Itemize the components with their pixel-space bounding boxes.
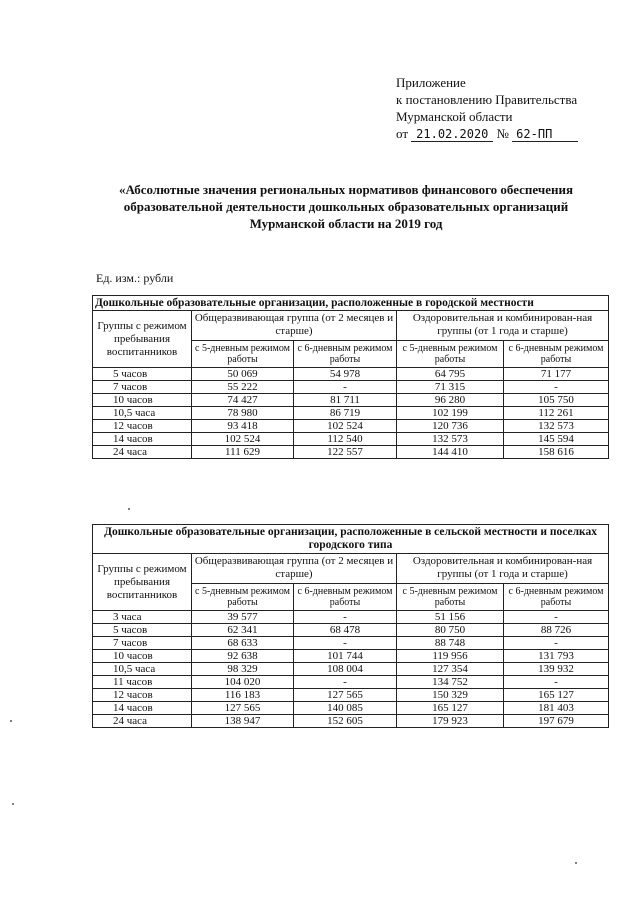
value-cell: 71 315 (397, 381, 504, 394)
row-mode-cell: 12 часов (93, 420, 192, 433)
value-cell: 98 329 (192, 663, 294, 676)
rural-norms-table (92, 524, 609, 728)
appendix-line-3: Мурманской области (396, 109, 513, 124)
value-cell: 158 616 (504, 446, 609, 459)
table-row (93, 446, 609, 459)
appendix-line-2: к постановлению Правительства (396, 92, 578, 107)
row-mode-cell: 7 часов (93, 381, 192, 394)
value-cell: 78 980 (192, 407, 294, 420)
value-cell: - (294, 637, 397, 650)
row-mode-cell: 3 часа (93, 611, 192, 624)
row-mode-cell: 10,5 часа (93, 407, 192, 420)
value-cell: 140 085 (294, 702, 397, 715)
row-mode-cell: 12 часов (93, 689, 192, 702)
urban-table-body (93, 368, 609, 459)
row-mode-cell: 10,5 часа (93, 663, 192, 676)
appendix-block (396, 74, 578, 142)
row-mode-cell: 24 часа (93, 446, 192, 459)
health-group-header: Оздоровительная и комбинирован-ная группы (от 1 года и старше) (397, 311, 609, 341)
decree-date: 21.02.2020 (411, 127, 493, 142)
number-label: № (496, 126, 509, 141)
value-cell: 88 726 (504, 624, 609, 637)
value-cell: 105 750 (504, 394, 609, 407)
value-cell: 112 261 (504, 407, 609, 420)
value-cell: 68 633 (192, 637, 294, 650)
section-title: Дошкольные образовательные организации, расположенные в городской местности (93, 296, 609, 311)
value-cell: 116 183 (192, 689, 294, 702)
value-cell: 127 565 (294, 689, 397, 702)
table-row (93, 624, 609, 637)
value-cell: 132 573 (504, 420, 609, 433)
value-cell: 39 577 (192, 611, 294, 624)
value-cell: 119 956 (397, 650, 504, 663)
value-cell: 104 020 (192, 676, 294, 689)
value-cell: - (504, 676, 609, 689)
value-cell: 51 156 (397, 611, 504, 624)
value-cell: - (294, 381, 397, 394)
table-row (93, 689, 609, 702)
five-day-header: с 5-дневным режимом работы (397, 340, 504, 367)
general-group-header: Общеразвивающая группа (от 2 месяцев и старше) (192, 554, 397, 584)
value-cell: 165 127 (504, 689, 609, 702)
rural-table-body (93, 611, 609, 728)
table-row (93, 394, 609, 407)
value-cell: 68 478 (294, 624, 397, 637)
value-cell: 102 199 (397, 407, 504, 420)
table-row (93, 676, 609, 689)
urban-norms-table (92, 295, 609, 459)
value-cell: - (504, 637, 609, 650)
health-group-header: Оздоровительная и комбинирован-ная группы (от 1 года и старше) (397, 554, 609, 584)
table-row (93, 637, 609, 650)
table-row (93, 702, 609, 715)
value-cell: 131 793 (504, 650, 609, 663)
value-cell: 102 524 (192, 433, 294, 446)
value-cell: 64 795 (397, 368, 504, 381)
table-row (93, 715, 609, 728)
six-day-header: с 6-дневным режимом работы (294, 340, 397, 367)
six-day-header: с 6-дневным режимом работы (504, 583, 609, 610)
appendix-line-1: Приложение (396, 75, 466, 90)
value-cell: 71 177 (504, 368, 609, 381)
table-row (93, 611, 609, 624)
table-row (93, 381, 609, 394)
units-label: Ед. изм.: рубли (96, 271, 174, 285)
row-mode-cell: 5 часов (93, 368, 192, 381)
table-row (93, 650, 609, 663)
value-cell: 139 932 (504, 663, 609, 676)
value-cell: 138 947 (192, 715, 294, 728)
value-cell: 55 222 (192, 381, 294, 394)
table-row (93, 368, 609, 381)
value-cell: 120 736 (397, 420, 504, 433)
value-cell: 50 069 (192, 368, 294, 381)
row-mode-cell: 10 часов (93, 650, 192, 663)
row-mode-cell: 14 часов (93, 433, 192, 446)
value-cell: 101 744 (294, 650, 397, 663)
groups-mode-header: Группы с режимом пребывания воспитанников (93, 311, 192, 368)
six-day-header: с 6-дневным режимом работы (504, 340, 609, 367)
value-cell: 145 594 (504, 433, 609, 446)
table-section-row (93, 296, 609, 311)
table-section-row (93, 525, 609, 554)
value-cell: 181 403 (504, 702, 609, 715)
table-row (93, 420, 609, 433)
five-day-header: с 5-дневным режимом работы (192, 340, 294, 367)
value-cell: 74 427 (192, 394, 294, 407)
six-day-header: с 6-дневным режимом работы (294, 583, 397, 610)
value-cell: - (294, 611, 397, 624)
value-cell: 81 711 (294, 394, 397, 407)
five-day-header: с 5-дневным режимом работы (192, 583, 294, 610)
document-title: «Абсолютные значения региональных нормативов финансового обеспечения образовательной деятельности дошкольных образовательных организаций Мурманской области на 2019 год (118, 182, 573, 231)
scan-speck (575, 862, 577, 864)
value-cell: 179 923 (397, 715, 504, 728)
value-cell: 112 540 (294, 433, 397, 446)
groups-mode-header: Группы с режимом пребывания воспитанников (93, 554, 192, 611)
value-cell: 152 605 (294, 715, 397, 728)
value-cell: 150 329 (397, 689, 504, 702)
value-cell: - (504, 381, 609, 394)
five-day-header: с 5-дневным режимом работы (397, 583, 504, 610)
value-cell: - (294, 676, 397, 689)
value-cell: 197 679 (504, 715, 609, 728)
table-header-row (93, 554, 609, 584)
scan-speck (12, 803, 14, 805)
value-cell: 127 565 (192, 702, 294, 715)
value-cell: - (504, 611, 609, 624)
table-row (93, 433, 609, 446)
section-title: Дошкольные образовательные организации, расположенные в сельской местности и поселках городского типа (93, 525, 609, 554)
value-cell: 86 719 (294, 407, 397, 420)
row-mode-cell: 11 часов (93, 676, 192, 689)
value-cell: 132 573 (397, 433, 504, 446)
scan-speck (10, 720, 12, 722)
value-cell: 80 750 (397, 624, 504, 637)
row-mode-cell: 10 часов (93, 394, 192, 407)
scan-speck (128, 508, 130, 510)
row-mode-cell: 14 часов (93, 702, 192, 715)
general-group-header: Общеразвивающая группа (от 2 месяцев и старше) (192, 311, 397, 341)
appendix-date-line (396, 125, 578, 142)
decree-number: 62-ПП (512, 127, 578, 142)
value-cell: 134 752 (397, 676, 504, 689)
value-cell: 93 418 (192, 420, 294, 433)
row-mode-cell: 7 часов (93, 637, 192, 650)
table-row (93, 663, 609, 676)
value-cell: 165 127 (397, 702, 504, 715)
row-mode-cell: 5 часов (93, 624, 192, 637)
value-cell: 62 341 (192, 624, 294, 637)
value-cell: 96 280 (397, 394, 504, 407)
value-cell: 108 004 (294, 663, 397, 676)
value-cell: 127 354 (397, 663, 504, 676)
value-cell: 54 978 (294, 368, 397, 381)
value-cell: 111 629 (192, 446, 294, 459)
value-cell: 92 638 (192, 650, 294, 663)
from-label: от (396, 126, 409, 141)
table-row (93, 407, 609, 420)
value-cell: 88 748 (397, 637, 504, 650)
value-cell: 122 557 (294, 446, 397, 459)
value-cell: 102 524 (294, 420, 397, 433)
row-mode-cell: 24 часа (93, 715, 192, 728)
value-cell: 144 410 (397, 446, 504, 459)
table-header-row (93, 311, 609, 341)
